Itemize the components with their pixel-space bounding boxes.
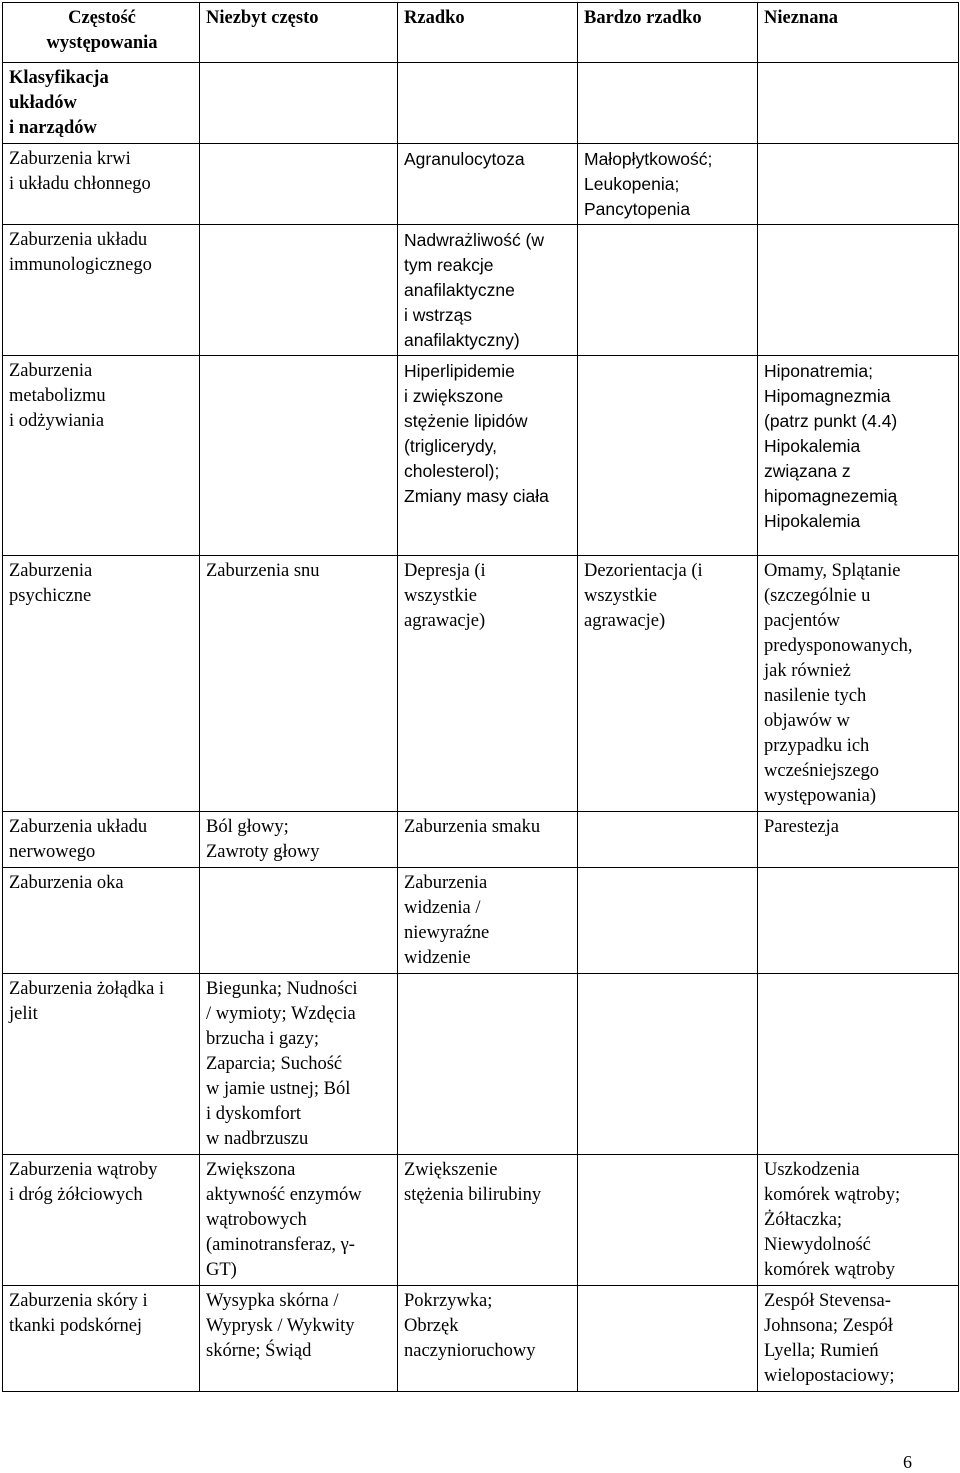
table-cell: Depresja (i wszystkie agrawacje) bbox=[398, 556, 578, 812]
table-cell bbox=[578, 225, 758, 356]
table-cell: Zaburzenia smaku bbox=[398, 812, 578, 868]
table-cell: Dezorientacja (i wszystkie agrawacje) bbox=[578, 556, 758, 812]
table-row bbox=[3, 868, 959, 974]
table-cell: Nadwrażliwość (w tym reakcje anafilaktyczne i wstrząs anafilaktyczny) bbox=[398, 225, 578, 356]
table-cell bbox=[758, 144, 959, 225]
table-cell bbox=[398, 974, 578, 1155]
table-cell bbox=[758, 225, 959, 356]
table-cell: Zaburzenia widzenia / niewyraźne widzenie bbox=[398, 868, 578, 974]
col-unknown: Nieznana bbox=[758, 3, 959, 63]
table-row bbox=[3, 144, 959, 225]
table-cell bbox=[578, 812, 758, 868]
table-cell: Uszkodzenia komórek wątroby; Żółtaczka; Niewydolność komórek wątroby bbox=[758, 1155, 959, 1286]
organ-class-cell: Zaburzenia oka bbox=[3, 868, 200, 974]
table-cell bbox=[578, 1155, 758, 1286]
organ-class-cell: Zaburzenia wątroby i dróg żółciowych bbox=[3, 1155, 200, 1286]
table-cell bbox=[758, 63, 959, 144]
organ-class-cell: Zaburzenia żołądka i jelit bbox=[3, 974, 200, 1155]
table-cell bbox=[578, 974, 758, 1155]
table-cell: Ból głowy; Zawroty głowy bbox=[200, 812, 398, 868]
page-number: 6 bbox=[903, 1452, 912, 1472]
table-cell: Zwiększona aktywność enzymów wątrobowych (aminotransferaz, γ- GT) bbox=[200, 1155, 398, 1286]
organ-class-cell: Zaburzenia układu immunologicznego bbox=[3, 225, 200, 356]
table-cell: Zespół Stevensa- Johnsona; Zespół Lyella; Rumień wielopostaciowy; bbox=[758, 1286, 959, 1392]
table-cell: Pokrzywka; Obrzęk naczynioruchowy bbox=[398, 1286, 578, 1392]
table-cell: Parestezja bbox=[758, 812, 959, 868]
table-cell: Zwiększenie stężenia bilirubiny bbox=[398, 1155, 578, 1286]
adverse-effects-table bbox=[2, 2, 959, 1392]
table-cell bbox=[758, 974, 959, 1155]
table-cell: Wysypka skórna / Wyprysk / Wykwity skórne; Świąd bbox=[200, 1286, 398, 1392]
table-cell: Omamy, Splątanie (szczególnie u pacjentów predysponowanych, jak również nasilenie tych objawów w przypadku ich wcześniejszego występowania) bbox=[758, 556, 959, 812]
table-cell: Hiponatremia; Hipomagnezmia (patrz punkt (4.4) Hipokalemia związana z hipomagnezemią Hipokalemia bbox=[758, 356, 959, 556]
table-row bbox=[3, 974, 959, 1155]
table-row bbox=[3, 1286, 959, 1392]
class-header-row bbox=[3, 63, 959, 144]
table-cell bbox=[758, 868, 959, 974]
table-cell bbox=[200, 356, 398, 556]
table-row bbox=[3, 225, 959, 356]
frequency-header-row bbox=[3, 3, 959, 63]
col-uncommon: Niezbyt często bbox=[200, 3, 398, 63]
table-row bbox=[3, 356, 959, 556]
organ-class-cell: Zaburzenia psychiczne bbox=[3, 556, 200, 812]
col-rare: Rzadko bbox=[398, 3, 578, 63]
table-cell bbox=[200, 63, 398, 144]
frequency-label: Częstość występowania bbox=[3, 3, 200, 63]
organ-class-cell: Zaburzenia skóry i tkanki podskórnej bbox=[3, 1286, 200, 1392]
table-cell bbox=[578, 1286, 758, 1392]
table-cell: Agranulocytoza bbox=[398, 144, 578, 225]
table-cell bbox=[200, 868, 398, 974]
table-cell bbox=[578, 356, 758, 556]
table-cell: Małopłytkowość; Leukopenia; Pancytopenia bbox=[578, 144, 758, 225]
table-cell: Zaburzenia snu bbox=[200, 556, 398, 812]
table-row bbox=[3, 1155, 959, 1286]
table-cell: Hiperlipidemie i zwiększone stężenie lipidów (triglicerydy, cholesterol); Zmiany masy ciała bbox=[398, 356, 578, 556]
table-row bbox=[3, 812, 959, 868]
table-cell bbox=[398, 63, 578, 144]
table-cell bbox=[578, 63, 758, 144]
table-cell bbox=[578, 868, 758, 974]
table-cell bbox=[200, 225, 398, 356]
table-cell bbox=[200, 144, 398, 225]
class-label: Klasyfikacja układów i narządów bbox=[3, 63, 200, 144]
organ-class-cell: Zaburzenia układu nerwowego bbox=[3, 812, 200, 868]
table-row bbox=[3, 556, 959, 812]
organ-class-cell: Zaburzenia metabolizmu i odżywiania bbox=[3, 356, 200, 556]
table-cell: Biegunka; Nudności / wymioty; Wzdęcia brzucha i gazy; Zaparcia; Suchość w jamie ustnej; Ból i dyskomfort w nadbrzuszu bbox=[200, 974, 398, 1155]
col-very-rare: Bardzo rzadko bbox=[578, 3, 758, 63]
organ-class-cell: Zaburzenia krwi i układu chłonnego bbox=[3, 144, 200, 225]
